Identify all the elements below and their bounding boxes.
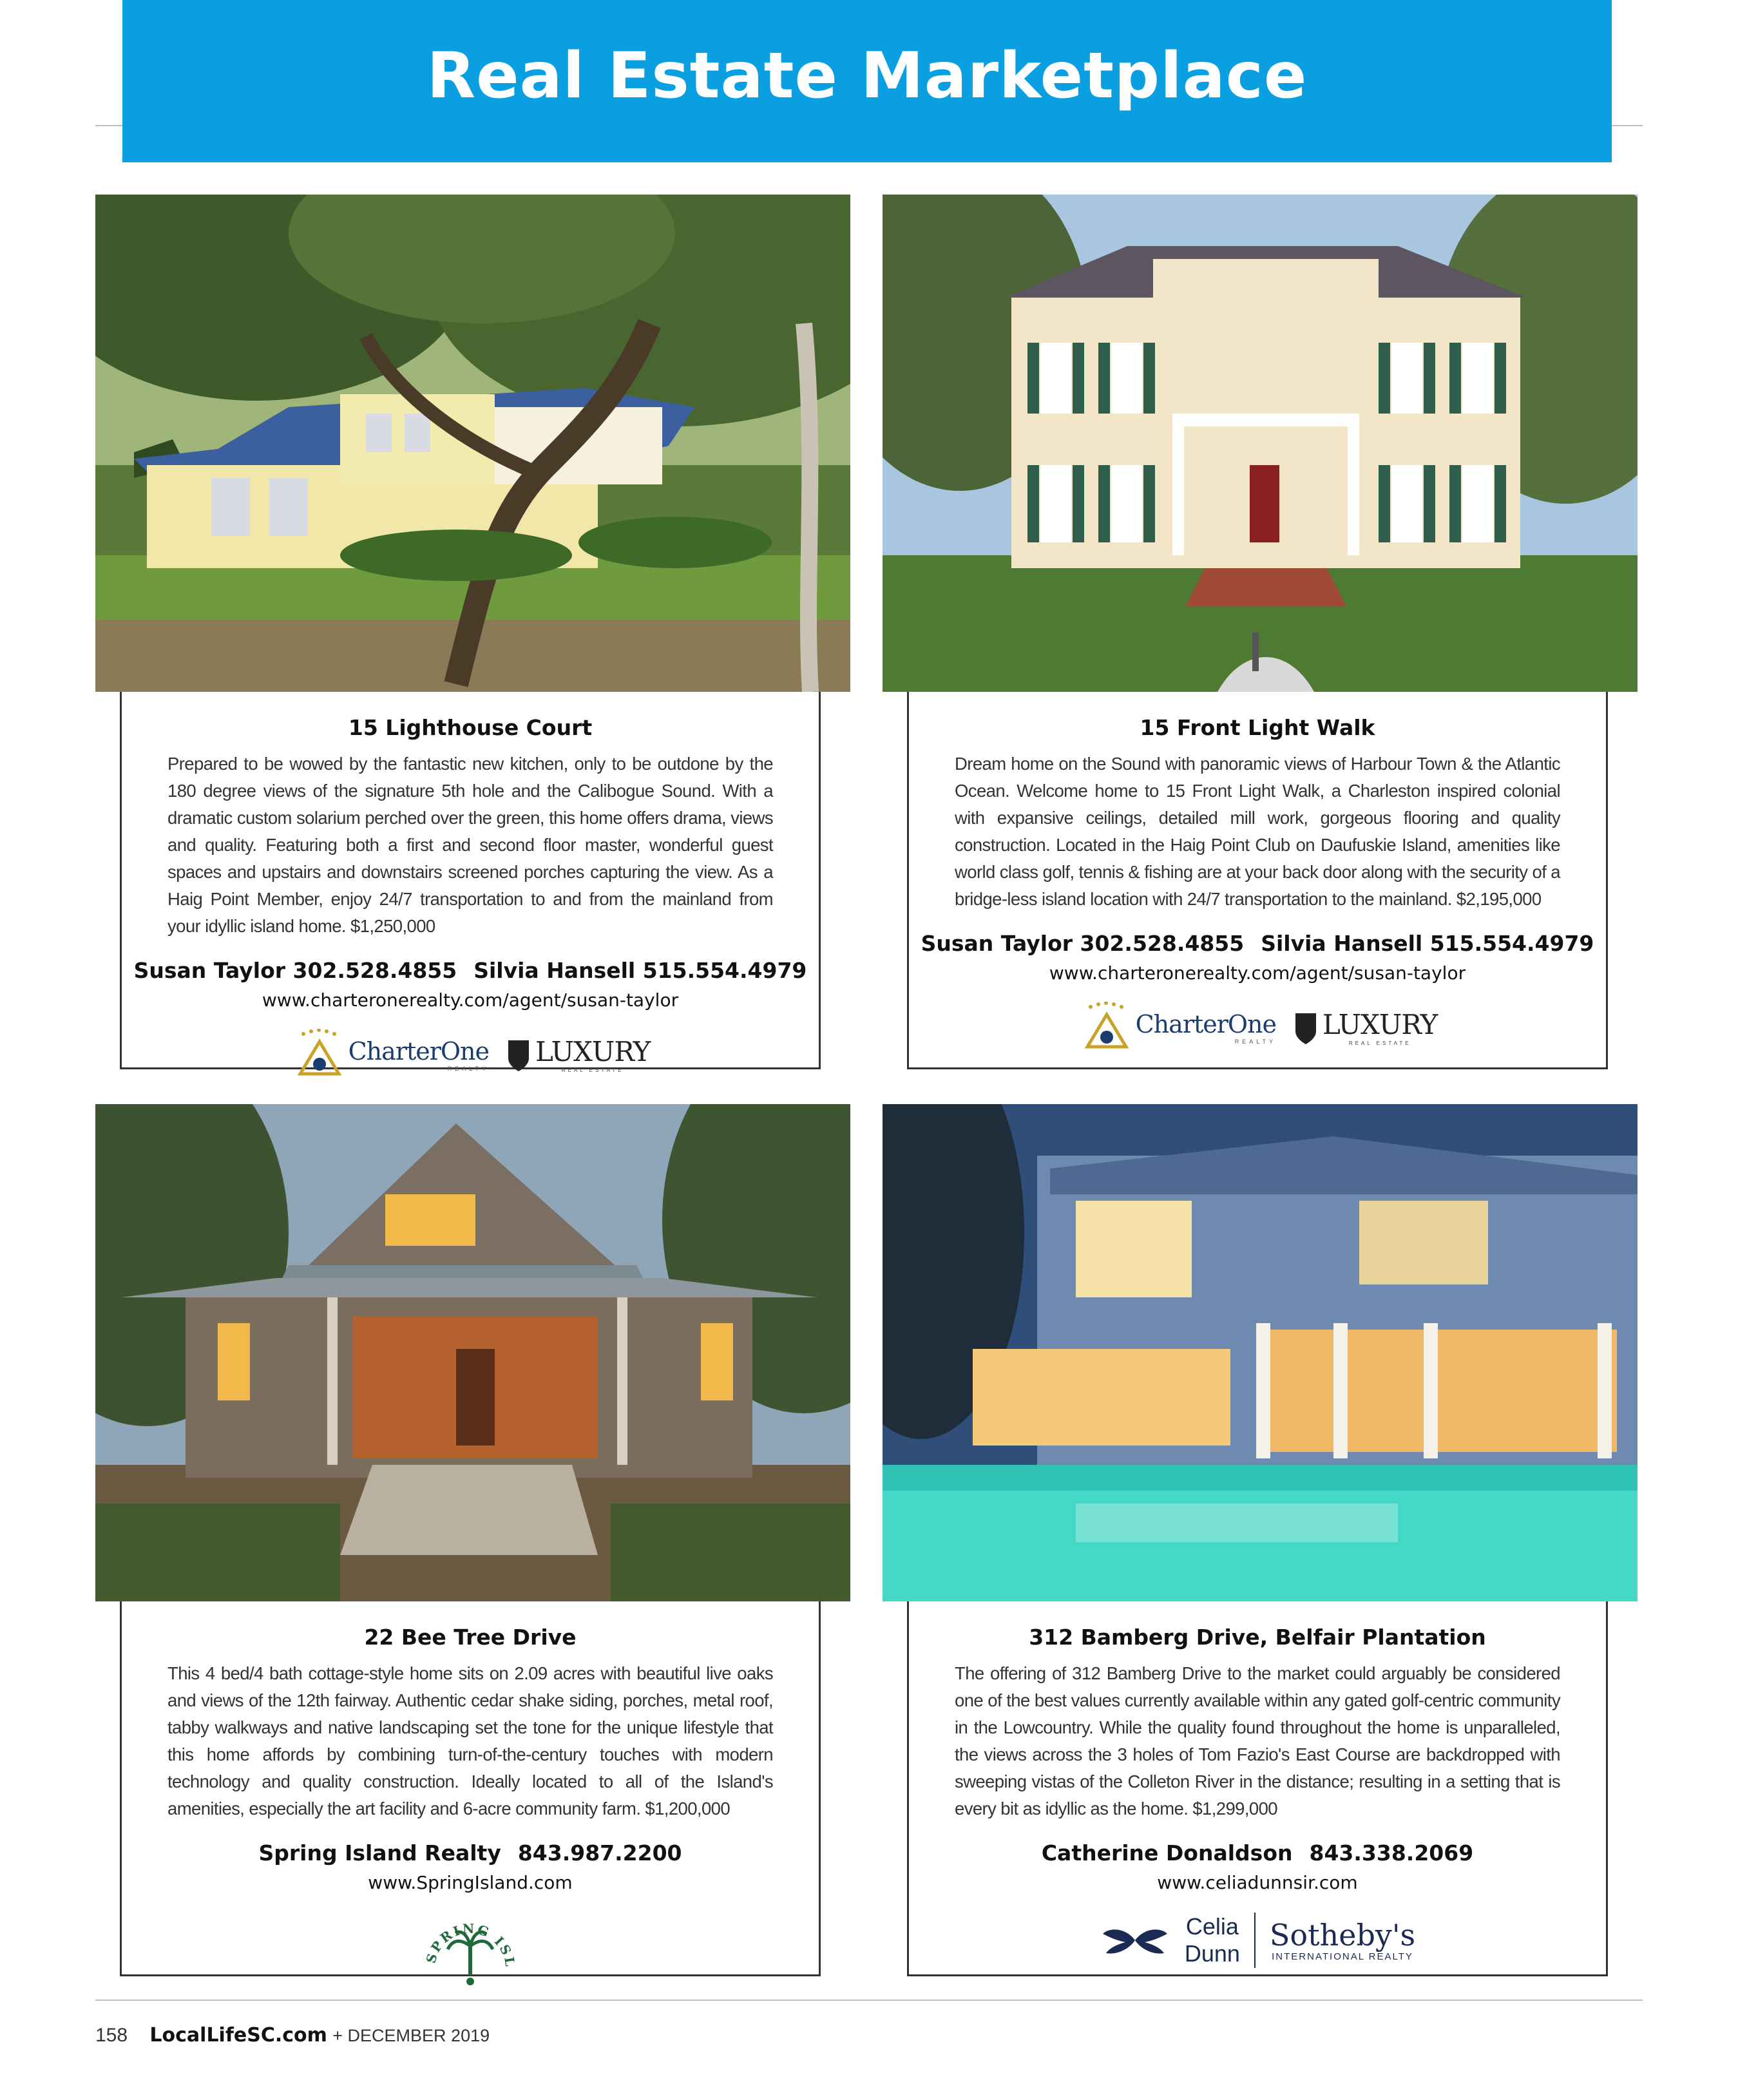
- charterone-subtext: REALTY: [1234, 1038, 1277, 1045]
- listing-4-website-link[interactable]: www.celiadunnsir.com: [1157, 1872, 1358, 1893]
- luxury-wordmark: LUXURY: [1323, 1009, 1438, 1040]
- listing-1-contact: [122, 958, 819, 983]
- listing-3-card: [120, 1601, 821, 1976]
- charterone-wordmark: CharterOne: [348, 1037, 490, 1065]
- listing-2-agent-2: Silvia Hansell 515.554.4979: [1261, 931, 1594, 956]
- charterone-logo: [1078, 1002, 1276, 1053]
- listing-3-photo: [95, 1104, 850, 1601]
- listing-2-photo: [883, 195, 1638, 692]
- listing-3-agent-2: 843.987.2200: [517, 1840, 682, 1866]
- luxury-wordmark: LUXURY: [535, 1036, 651, 1067]
- spring-island-logo: [122, 1907, 819, 1994]
- listing-3-website-link[interactable]: www.SpringIsland.com: [368, 1872, 573, 1893]
- listing-4-agent-1: Catherine Donaldson: [1041, 1840, 1293, 1866]
- listing-2-title: 15 Front Light Walk: [1140, 715, 1375, 740]
- celia-dunn-sothebys-logo: [909, 1913, 1606, 1968]
- listing-1-logos: [122, 1029, 819, 1080]
- lion-crest-icon: [1293, 1009, 1319, 1045]
- bottom-rule: [95, 2000, 1643, 2001]
- listing-2-agent-1: Susan Taylor 302.528.4855: [921, 931, 1245, 956]
- spring-island-wordmark: SPRING ISL: [423, 1920, 519, 1969]
- sothebys-subtext: INTERNATIONAL REALTY: [1272, 1951, 1413, 1962]
- listing-2-logos: [909, 1002, 1606, 1053]
- listing-1-title: 15 Lighthouse Court: [348, 715, 593, 740]
- listing-1-description: Prepared to be wowed by the fantastic new kitchen, only to be outdone by the 180 degree views of the signature 5th hole and the Calibogue Sound. With a dramatic custom solarium perched over the green, this home offers drama, views and quality. Featuring both a first and second floor master, wonderful guest spaces and upstairs and downstairs screened porches capturing the view. As a Haig Point Member, enjoy 24/7 transportation to and from the mainland from your idyllic island home. $1,250,000: [167, 754, 773, 936]
- sextant-icon: [1078, 1002, 1136, 1053]
- charterone-wordmark: CharterOne: [1135, 1010, 1277, 1038]
- luxury-logo: [1293, 1009, 1437, 1046]
- butterfly-icon: [1100, 1924, 1170, 1956]
- page-number: 158: [95, 2025, 128, 2046]
- listing-2-description: Dream home on the Sound with panoramic views of Harbour Town & the Atlantic Ocean. Welcome home to 15 Front Light Walk, a Charleston inspired colonial with expansive ceilings, detailed mill work, gorgeous flooring and quality construction. Located in the Haig Point Club on Daufuskie Island, amenities like world class golf, tennis & fishing are at your back door along with the security of a bridge-less island location with 24/7 transportation to the mainland. $2,195,000: [955, 754, 1560, 909]
- listing-1-card: [120, 692, 821, 1073]
- listing-4-title: 312 Bamberg Drive, Belfair Plantation: [1029, 1625, 1486, 1650]
- listing-3-title: 22 Bee Tree Drive: [364, 1625, 577, 1650]
- listing-3-description: This 4 bed/4 bath cottage-style home sits on 2.09 acres with beautiful live oaks and views of the 12th fairway. Authentic cedar shake siding, porches, metal roof, tabby walkways and native landscaping set the tone for the unique lifestyle that this home affords by combining turn-of-the-century touches with modern technology and quality construction. Ideally located to all of the Island's amenities, especially the art facility and 6-acre community farm. $1,200,000: [167, 1663, 773, 1818]
- page-title: Real Estate Marketplace: [426, 39, 1308, 113]
- luxury-logo: [506, 1036, 650, 1073]
- listing-1-agent-1: Susan Taylor 302.528.4855: [133, 958, 457, 983]
- page-footer: [95, 2024, 490, 2047]
- footer-date: + DECEMBER 2019: [332, 2026, 490, 2045]
- crab-icon: [466, 1978, 474, 1985]
- listing-2-card: [907, 692, 1608, 1069]
- listing-4-agent-2: 843.338.2069: [1309, 1840, 1474, 1866]
- sothebys-wordmark: Sotheby's: [1269, 1917, 1416, 1952]
- charterone-subtext: REALTY: [447, 1065, 490, 1072]
- listing-4-contact: [909, 1840, 1606, 1866]
- celia-dunn-wordmark: [1185, 1913, 1240, 1967]
- listing-1-website-link[interactable]: www.charteronerealty.com/agent/susan-taylor: [262, 989, 679, 1011]
- luxury-subtext: REAL ESTATE: [561, 1067, 624, 1073]
- listing-3-contact: [122, 1840, 819, 1866]
- dunn-text: Dunn: [1184, 1940, 1240, 1967]
- listing-1-agent-2: Silvia Hansell 515.554.4979: [473, 958, 807, 983]
- listing-4-card: [907, 1601, 1608, 1976]
- sextant-icon: [291, 1029, 349, 1080]
- luxury-subtext: REAL ESTATE: [1348, 1040, 1411, 1046]
- listing-4-photo: [883, 1104, 1638, 1601]
- lion-crest-icon: [506, 1036, 531, 1073]
- celia-text: Celia: [1185, 1913, 1239, 1940]
- charterone-logo: [291, 1029, 489, 1080]
- listing-2-contact: [909, 931, 1606, 956]
- header-banner: [122, 0, 1612, 162]
- listing-2-website-link[interactable]: www.charteronerealty.com/agent/susan-taylor: [1049, 962, 1466, 984]
- footer-site-link[interactable]: LocalLifeSC.com: [149, 2024, 327, 2047]
- listing-3-agent-1: Spring Island Realty: [258, 1840, 501, 1866]
- logo-divider: [1254, 1913, 1256, 1968]
- listing-4-description: The offering of 312 Bamberg Drive to the market could arguably be considered one of the best values currently available within any gated golf-centric community in the Lowcountry. While the quality found throughout the home is unparalleled, the views across the 3 holes of Tom Fazio's East Course are backdropped with sweeping vistas of the Colleton River in the distance; resulting in a setting that is every bit as idyllic as the home. $1,299,000: [955, 1663, 1560, 1818]
- listing-1-photo: [95, 195, 850, 692]
